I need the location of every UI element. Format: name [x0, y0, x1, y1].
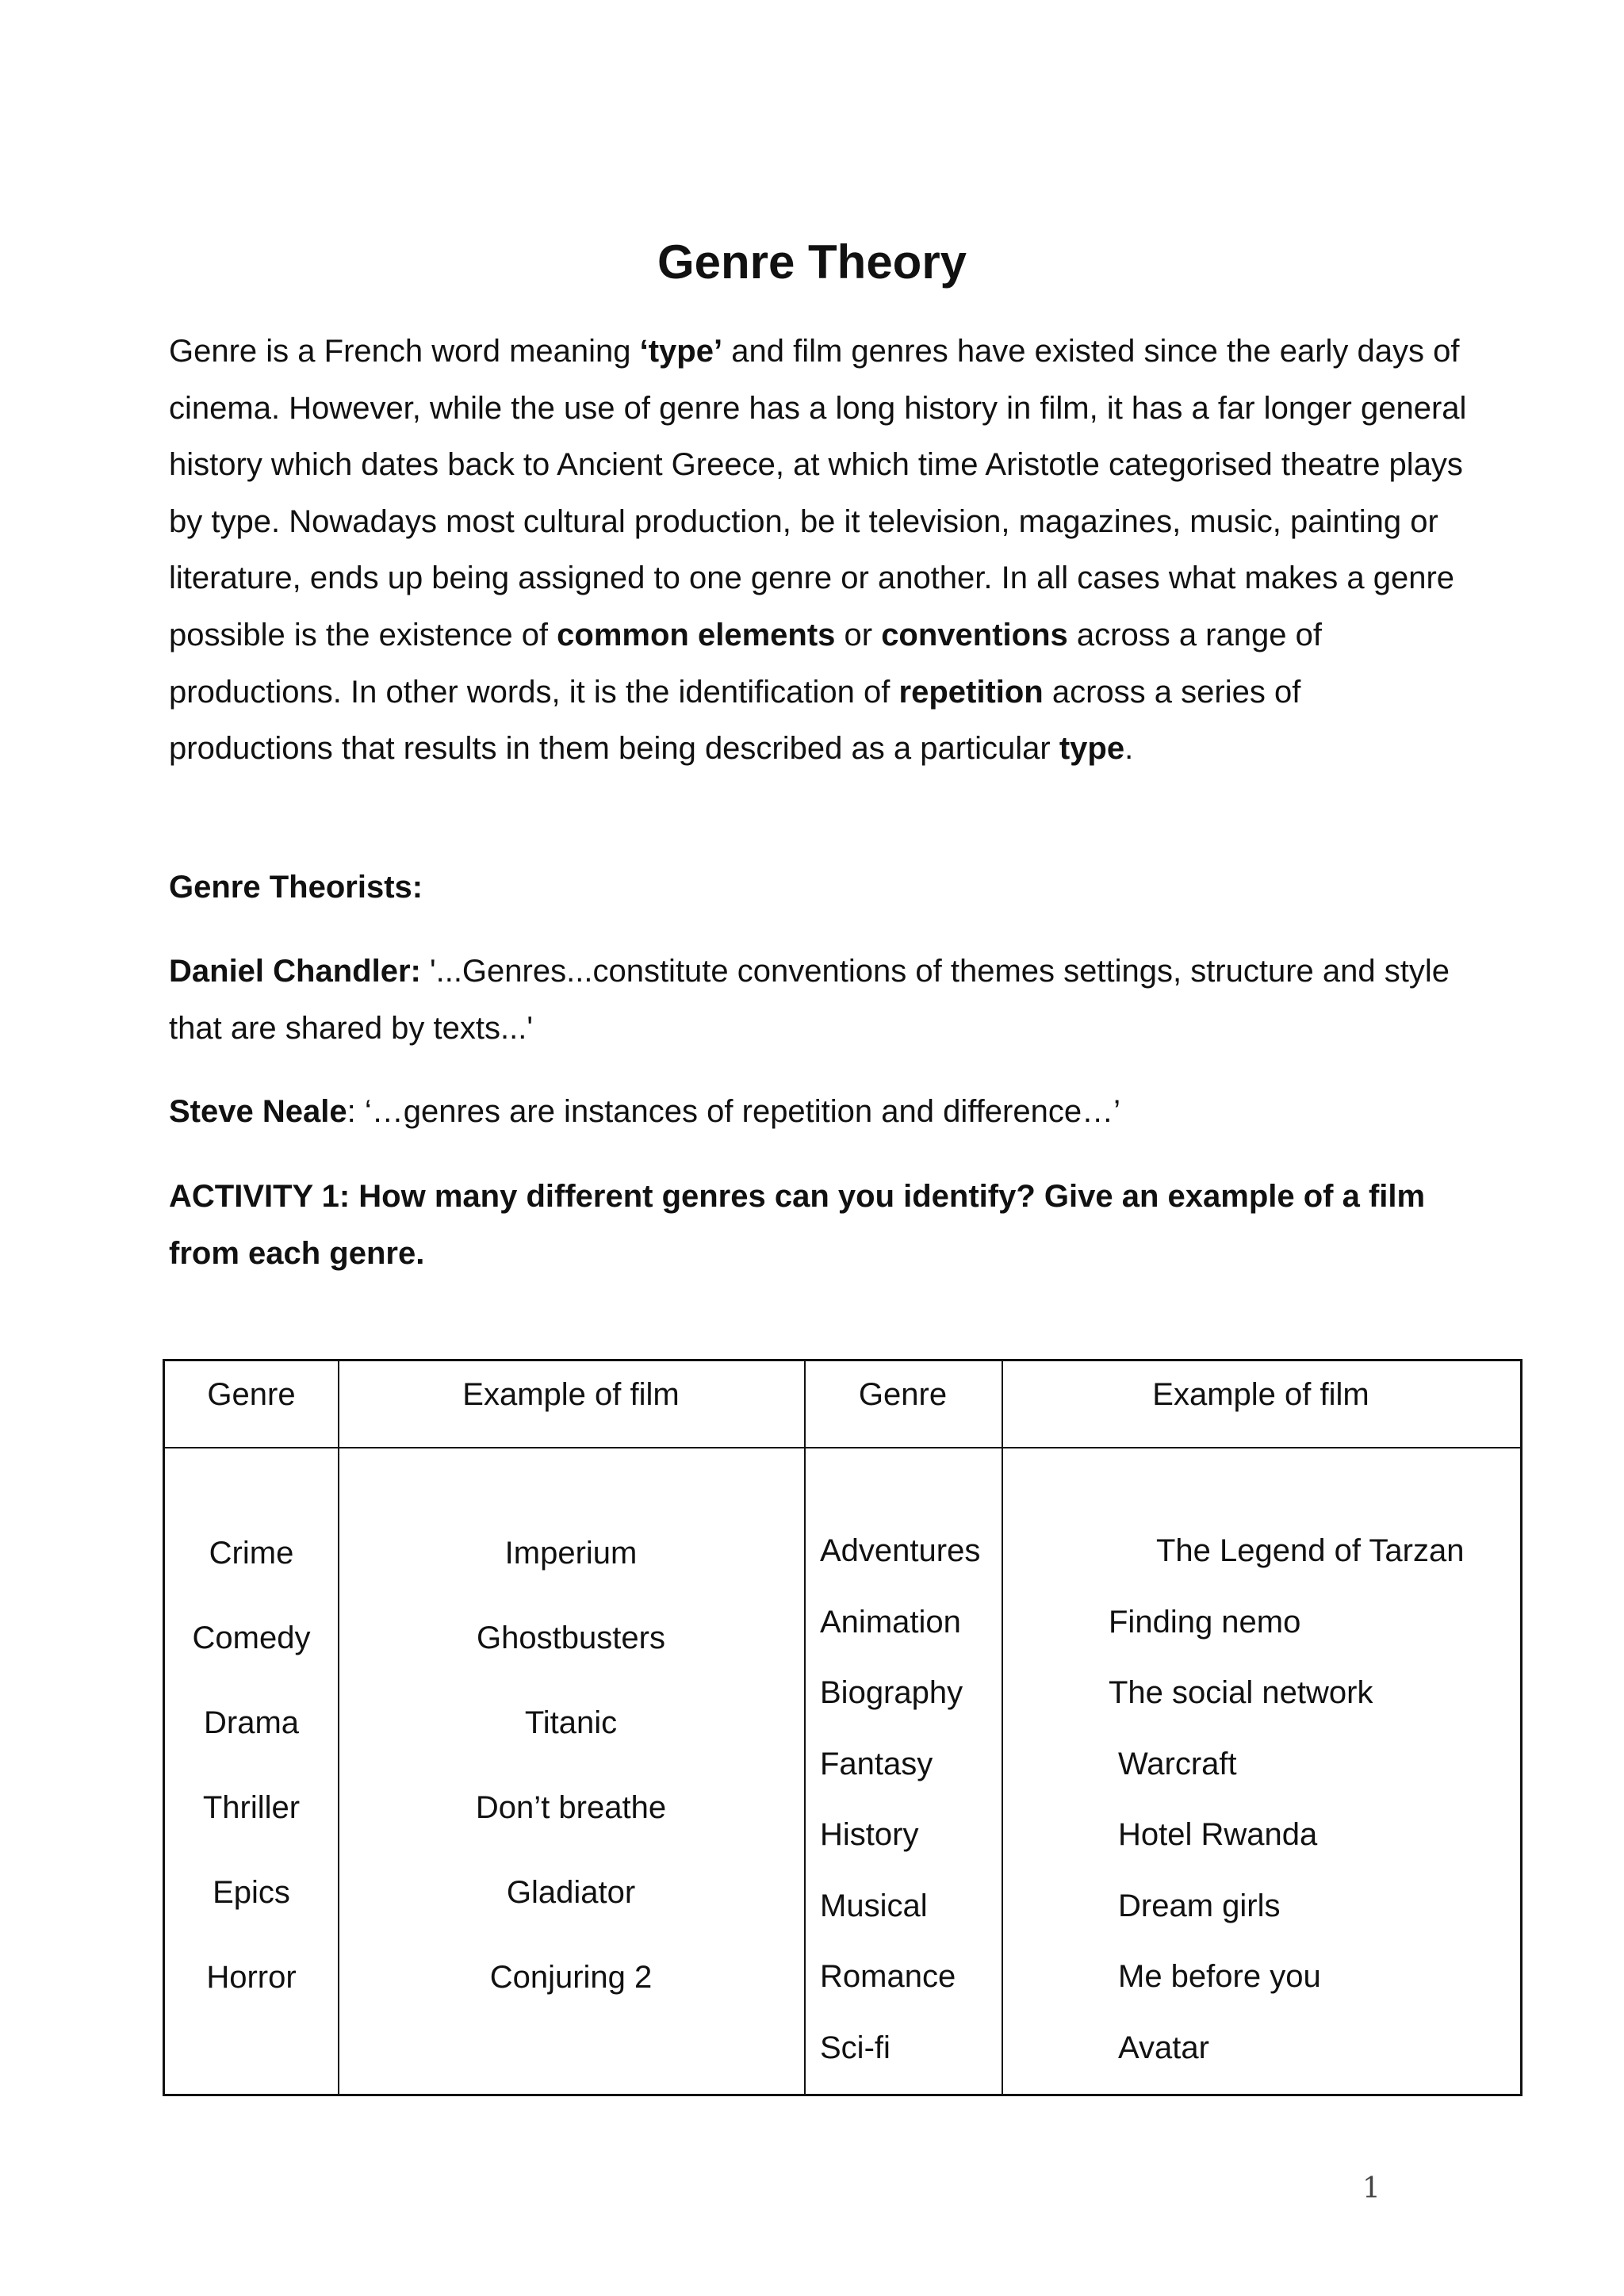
genre-cell: Comedy	[192, 1621, 311, 1655]
header-film-left: Example of film	[462, 1377, 680, 1412]
genre-cell: Sci-fi	[820, 2030, 891, 2065]
film-cell: Dream girls	[1118, 1888, 1281, 1923]
chandler-quote-text: '...Genres...constitute conventions of themes settings, structure and style that are shared by texts...'	[169, 954, 1450, 1046]
intro-text-run: Genre is a French word meaning	[169, 334, 640, 369]
intro-bold-term: conventions	[881, 617, 1068, 652]
film-cell: Hotel Rwanda	[1118, 1817, 1318, 1852]
chandler-name: Daniel Chandler:	[169, 954, 421, 989]
header-genre-left: Genre	[207, 1377, 296, 1412]
genre-cell: Adventures	[820, 1533, 981, 1568]
film-cell: Warcraft	[1118, 1746, 1237, 1781]
genre-cell: Crime	[209, 1536, 294, 1571]
intro-text-run: across a series of productions that results in them being described as a particular	[169, 674, 1301, 767]
film-cell: Conjuring 2	[489, 1960, 653, 1995]
table-column-divider	[1002, 1361, 1003, 2094]
intro-text-run: or	[835, 617, 882, 652]
film-cell: Gladiator	[506, 1875, 636, 1910]
film-cell: Titanic	[524, 1705, 618, 1740]
genre-cell: Animation	[820, 1604, 961, 1640]
neale-quote	[169, 1084, 1469, 1141]
film-cell: Me before you	[1118, 1959, 1321, 1994]
intro-bold-term: common elements	[557, 617, 836, 652]
page-number: 1	[1362, 2172, 1381, 2205]
genre-cell: Romance	[820, 1959, 956, 1994]
table-header-divider	[165, 1447, 1520, 1448]
left-film-column	[338, 1534, 804, 2043]
intro-bold-term: repetition	[898, 674, 1044, 710]
header-film-right: Example of film	[1152, 1377, 1369, 1412]
genre-cell: Fantasy	[820, 1746, 933, 1781]
film-cell: Don’t breathe	[475, 1790, 667, 1825]
intro-bold-term: type	[1059, 731, 1125, 767]
chandler-quote	[169, 943, 1469, 1057]
film-cell: Ghostbusters	[477, 1621, 665, 1655]
right-genre-column	[820, 1532, 998, 2099]
neale-name: Steve Neale	[169, 1094, 347, 1129]
right-film-column	[1109, 1532, 1517, 2099]
table-column-divider	[804, 1361, 806, 2094]
page-title: Genre Theory	[657, 235, 967, 289]
film-cell: The social network	[1109, 1675, 1373, 1710]
genre-cell: Thriller	[202, 1790, 301, 1825]
intro-text-run: across a range of productions. In other words, it is the identification of	[169, 617, 1322, 710]
film-cell: Finding nemo	[1109, 1604, 1301, 1640]
neale-quote-text: : ‘…genres are instances of repetition and difference…’	[347, 1094, 1120, 1129]
film-cell: Imperium	[504, 1536, 638, 1571]
genre-cell: History	[820, 1817, 919, 1852]
intro-text-run: .	[1124, 731, 1134, 767]
theorists-heading: Genre Theorists:	[169, 870, 423, 905]
genre-cell: Epics	[213, 1875, 290, 1910]
intro-bold-term: ‘type’	[639, 334, 723, 369]
intro-paragraph	[169, 323, 1469, 778]
genre-cell: Drama	[203, 1705, 300, 1740]
genre-table	[163, 1359, 1522, 2096]
genre-cell: Horror	[206, 1960, 297, 1995]
header-genre-right: Genre	[858, 1377, 948, 1412]
genre-cell: Biography	[820, 1675, 963, 1710]
intro-text-run: and film genres have existed since the early days of cinema. However, while the use of genre has a long history in film, it has a far longer general history which dates back to Ancient Greece, at which time Aristotle categorised theatre plays by type. Nowadays most cultural production, be it television, magazines, music, painting or literature, ends up being assigned to one genre or another. In all cases what makes a genre possible is the existence of	[169, 334, 1467, 652]
activity-prompt: ACTIVITY 1: How many different genres can you identify? Give an example of a film from each genre.	[169, 1179, 1426, 1271]
left-genre-column	[165, 1534, 338, 2043]
genre-cell: Musical	[820, 1888, 928, 1923]
film-cell: The Legend of Tarzan	[1156, 1533, 1465, 1568]
film-cell: Avatar	[1118, 2030, 1209, 2065]
